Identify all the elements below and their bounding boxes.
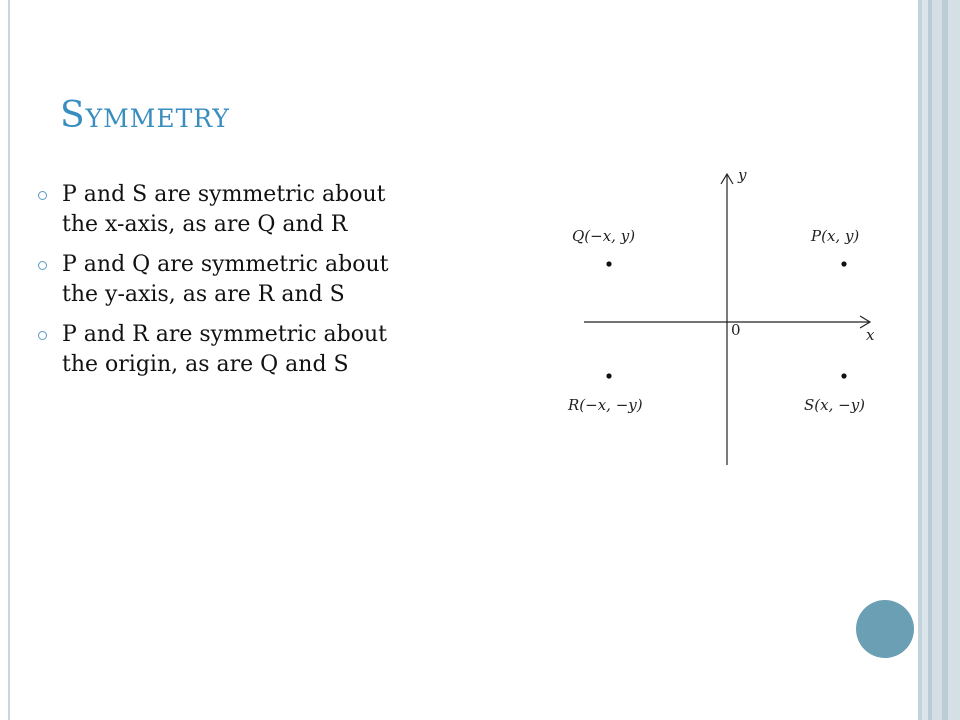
slide-title: Symmetry bbox=[60, 95, 230, 136]
origin-label: 0 bbox=[731, 321, 741, 339]
symmetry-diagram bbox=[560, 160, 900, 470]
x-axis-label: x bbox=[866, 326, 875, 344]
bullet-text-line2: the origin, as are Q and S bbox=[62, 352, 349, 377]
point-s-label: S(x, −y) bbox=[804, 396, 866, 414]
decor-circle bbox=[856, 600, 914, 658]
decor-stripe bbox=[948, 0, 960, 720]
bullet-text-line2: the y-axis, as are R and S bbox=[62, 282, 345, 307]
bullet-text-line1: P and Q are symmetric about bbox=[62, 252, 389, 277]
bullet-ring-icon bbox=[38, 331, 47, 340]
bullet-text-line1: P and S are symmetric about bbox=[62, 182, 386, 207]
slide-left-border bbox=[8, 0, 10, 720]
bullet-item bbox=[38, 250, 508, 310]
bullet-item bbox=[38, 320, 508, 380]
point-p bbox=[841, 261, 846, 266]
decor-stripe bbox=[932, 0, 942, 720]
bullet-ring-icon bbox=[38, 191, 47, 200]
y-axis-label: y bbox=[738, 166, 747, 184]
bullet-text-line1: P and R are symmetric about bbox=[62, 322, 387, 347]
point-r bbox=[606, 373, 611, 378]
point-r-label: R(−x, −y) bbox=[568, 396, 643, 414]
point-q bbox=[606, 261, 611, 266]
point-s bbox=[841, 373, 846, 378]
bullet-list bbox=[38, 180, 508, 390]
point-q-label: Q(−x, y) bbox=[572, 227, 636, 245]
bullet-text-line2: the x-axis, as are Q and R bbox=[62, 212, 348, 237]
bullet-ring-icon bbox=[38, 261, 47, 270]
bullet-item bbox=[38, 180, 508, 240]
point-p-label: P(x, y) bbox=[811, 227, 860, 245]
